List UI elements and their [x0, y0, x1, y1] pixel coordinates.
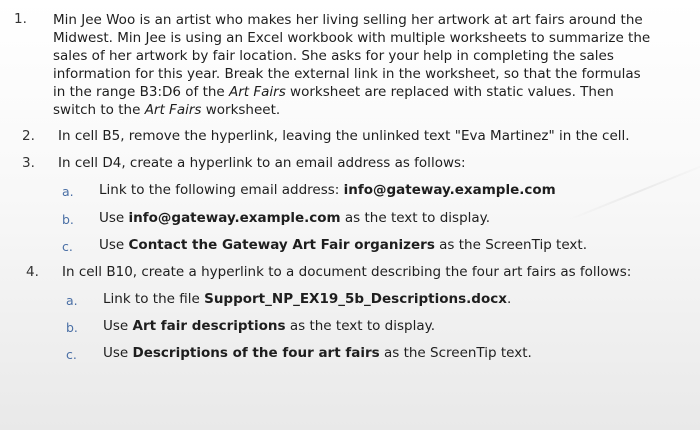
- display-text: Art fair descriptions: [132, 318, 286, 334]
- item-1-line-1: Min Jee Woo is an artist who makes her living selling her artwork at art fairs around the: [53, 12, 643, 28]
- item-3b-text: Use info@gateway.example.com as the text to display.: [99, 210, 491, 226]
- item-4a-text: Link to the file Support_NP_EX19_5b_Descriptions.docx.: [103, 291, 512, 307]
- display-text: info@gateway.example.com: [128, 210, 341, 226]
- paper-crease-shadow: [565, 160, 700, 222]
- worksheet-name: Art Fairs: [144, 102, 202, 118]
- item-1-paragraph: [53, 11, 693, 119]
- item-1-line-6: switch to the Art Fairs worksheet.: [53, 102, 281, 118]
- file-name: Support_NP_EX19_5b_Descriptions.docx: [204, 291, 507, 307]
- item-3-number: 3.: [22, 155, 35, 171]
- screentip-text: Contact the Gateway Art Fair organizers: [128, 237, 435, 253]
- item-4a-letter: a.: [66, 293, 78, 308]
- item-4c-letter: c.: [66, 347, 77, 362]
- item-1-line-2: Midwest. Min Jee is using an Excel workbook with multiple worksheets to summarize the: [53, 30, 651, 46]
- item-4c-text: Use Descriptions of the four art fairs as the ScreenTip text.: [103, 345, 532, 361]
- item-4b-text: Use Art fair descriptions as the text to display.: [103, 318, 435, 334]
- item-1-line-3: sales of her artwork by fair location. She asks for your help in completing the sales: [53, 48, 614, 64]
- email-address: info@gateway.example.com: [343, 182, 556, 198]
- worksheet-name: Art Fairs: [229, 84, 286, 100]
- item-1-line-5: in the range B3:D6 of the Art Fairs worksheet are replaced with static values. Then: [53, 84, 614, 100]
- item-4-text: In cell B10, create a hyperlink to a document describing the four art fairs as follows:: [62, 264, 632, 280]
- item-4-number: 4.: [26, 264, 39, 280]
- item-3a-text: Link to the following email address: info@gateway.example.com: [99, 182, 556, 198]
- item-3c-text: Use Contact the Gateway Art Fair organizers as the ScreenTip text.: [99, 237, 587, 253]
- item-1-line-4: information for this year. Break the external link in the worksheet, so that the formulas: [53, 66, 641, 82]
- item-4b-letter: b.: [66, 320, 78, 335]
- item-3a-letter: a.: [62, 184, 74, 199]
- screentip-text: Descriptions of the four art fairs: [132, 345, 380, 361]
- item-2-number: 2.: [22, 128, 35, 144]
- item-3c-letter: c.: [62, 239, 73, 254]
- item-2-text: In cell B5, remove the hyperlink, leaving the unlinked text "Eva Martinez" in the cell.: [58, 128, 630, 144]
- item-1-number: 1.: [14, 11, 27, 27]
- item-3-text: In cell D4, create a hyperlink to an email address as follows:: [58, 155, 466, 171]
- item-3b-letter: b.: [62, 212, 74, 227]
